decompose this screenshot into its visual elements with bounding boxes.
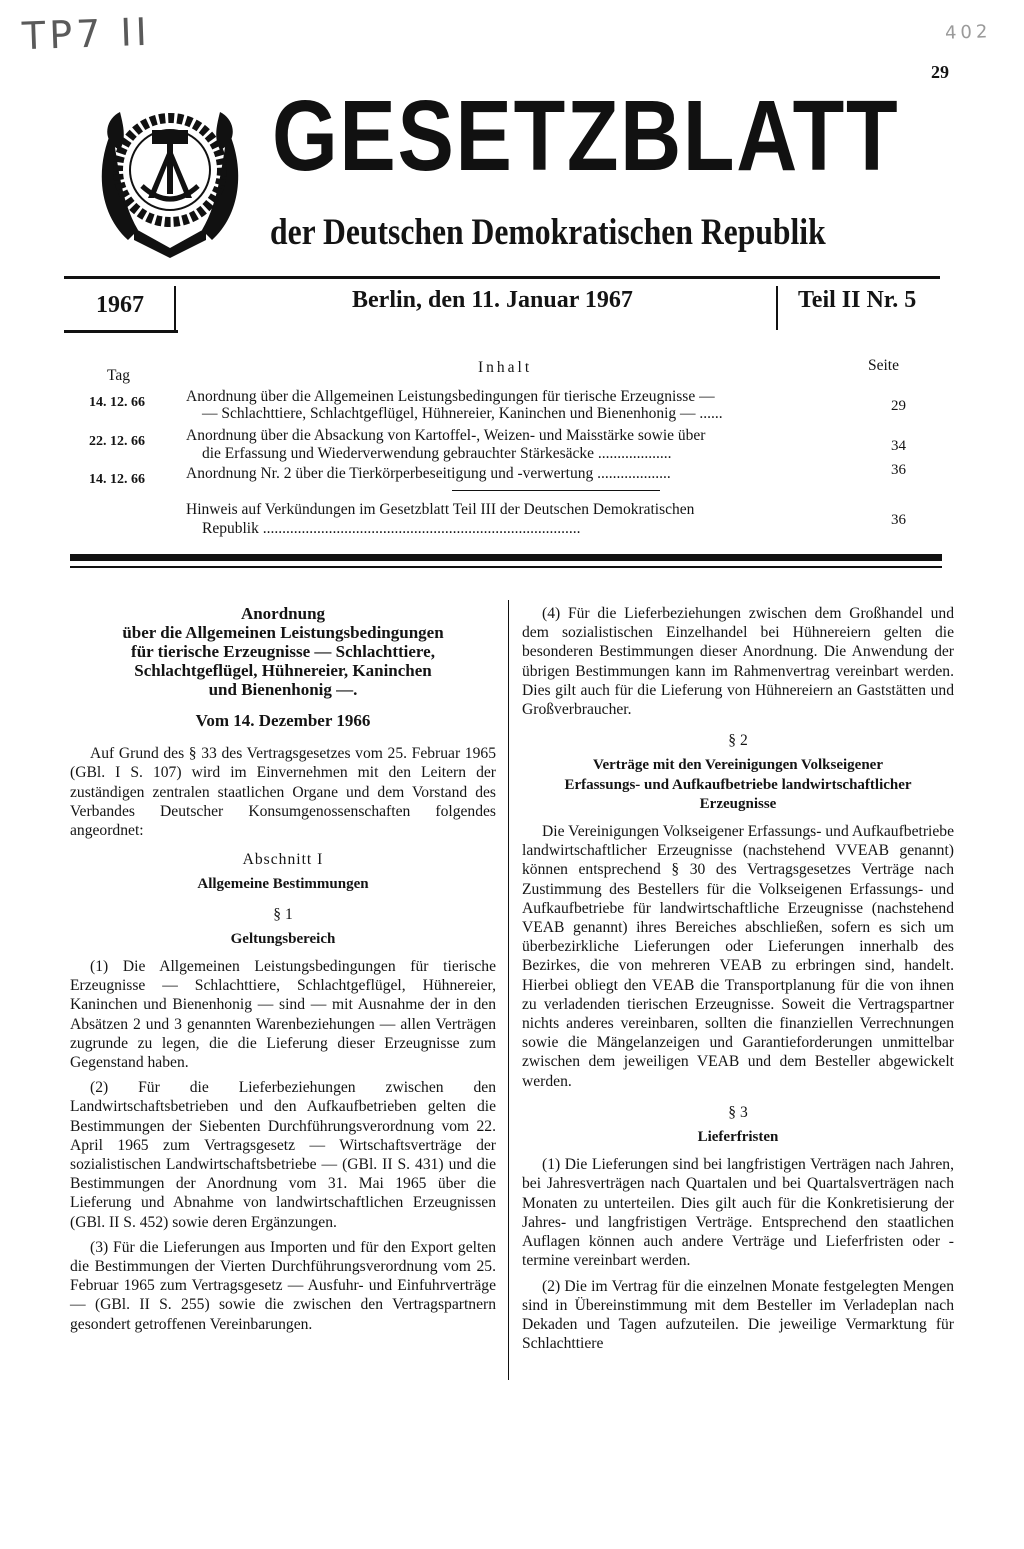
article-column-left (70, 604, 496, 1340)
issue-place-date: Berlin, den 11. Januar 1967 (352, 287, 633, 313)
paragraph-title: Geltungsbereich (230, 930, 336, 947)
handwritten-corner-note: 402 (944, 21, 992, 44)
paragraph-number: § 2 (728, 732, 748, 750)
toc-separator (452, 490, 660, 491)
paragraph-text: (1) Die Lieferungen sind bei langfristigen Verträgen nach Jahren, bei Jahresverträgen nach Quartalen und bei Quartalsverträgen nach Monaten zu unterteilen. Dies gilt auch für die Konkretisierung der Jahres- und langfristigen Verträge. Entsprechend den staatlichen Auflagen können auch andere Verträge und Lieferfristen oder -termine vereinbart werden. (522, 1156, 954, 1270)
paragraph-number: § 1 (273, 905, 293, 923)
toc-note-page: 36 (891, 512, 906, 528)
issue-bar-bottom-rule (64, 330, 178, 333)
paragraph-text: (1) Die Allgemeinen Leistungsbedingungen für tierische Erzeugnisse — Schlachttiere, Schlachtgeflügel, Hühnereier, Kaninchen und Bienenhonig — sind — mit Ausnahme der in den Absätzen 2 und 3 genannten Warenbeziehungen — allen Verträgen zugrunde zu legen, die die Lieferung dieser Erzeugnisse zum Gegenstand haben. (70, 958, 496, 1072)
masthead-subtitle: der Deutschen Demokratischen Republik (270, 212, 826, 253)
toc-entry-date: 22. 12. 66 (89, 434, 145, 449)
page-number: 29 (931, 62, 949, 82)
article-preamble: Auf Grund des § 33 des Vertragsgesetzes vom 25. Februar 1965 (GBl. I S. 107) wird im Einvernehmen mit den Leitern der zuständigen zentralen staatlichen Organe und dem Vorstand des Verbandes Deutscher Konsumgenossenschaften folgendes angeordnet: (70, 745, 496, 840)
masthead-title: GESETZBLATT (272, 80, 900, 192)
issue-number: Teil II Nr. 5 (798, 287, 917, 313)
toc-column-tag: Tag (107, 367, 131, 384)
toc-entry-date: 14. 12. 66 (89, 395, 145, 410)
issue-divider-left (174, 286, 176, 330)
article-column-right (522, 604, 954, 1359)
toc-note-line: Hinweis auf Verkündungen im Gesetzblatt Teil III der Deutschen Demokratischen (186, 501, 695, 518)
toc-entry-page: 36 (891, 462, 906, 478)
toc-title: Inhalt (478, 359, 533, 376)
toc-entry-line: Anordnung über die Absackung von Kartoffel-, Weizen- und Maisstärke sowie über (186, 427, 706, 444)
toc-entry-line: Anordnung über die Allgemeinen Leistungsbedingungen für tierische Erzeugnisse — (186, 388, 715, 405)
section-title: Allgemeine Bestimmungen (197, 876, 369, 893)
toc-entry-line: die Erfassung und Wiederverwendung gebrauchter Stärkesäcke ................... (202, 445, 672, 462)
paragraph-text: Die Vereinigungen Volkseigener Erfassungs- und Aufkaufbetriebe landwirtschaftlicher Erzeugnisse (nachstehend VVEAB genannt) können entsprechend § 30 des Vertragsgesetzes Verträge nach Zustimmung des Bestellers für die Volkseigenen Erfassungs- und Aufkaufbetriebe für landwirtschaftliche Erzeugnisse (nachstehend VEAB genannt) ihres Bereiches abschließen, sofern es sich um überbezirkliche Lieferungen oder Lieferungen innerhalb des Bezirkes, die von mehreren VEAB zu erbringen sind, handelt. Hierbei obliegt den VEAB die Transportplanung für die von ihnen zu verladenden tierischen Erzeugnisse. Soweit die Vertragspartner nichts anderes vereinbaren, sollten die finanziellen Verrechnungen sowie die Mängelanzeigen und Garantieforderungen unmittelbar zwischen dem jeweiligen VEAB und dem Besteller abgewickelt werden. (522, 823, 954, 1090)
paragraph-number: § 3 (728, 1103, 748, 1121)
toc-entry-page: 34 (891, 438, 906, 454)
paragraph-text: (2) Für die Lieferbeziehungen zwischen den Landwirtschaftsbetrieben und den Aufkaufbetrieben gelten die Bestimmungen der Siebenten Durchführungsverordnung vom 22. April 1965 zum Vertragsgesetz — Wirtschaftsverträge der sozialistischen Landwirtschaftsbetriebe — (GBl. II S. 431) und die Bestimmungen der Anordnung vom 31. Mai 1965 über die Lieferung und Abnahme von landwirtschaftlichen Erzeugnissen (GBl. II S. 452) sowie deren Ergänzungen. (70, 1079, 496, 1231)
paragraph-title: Lieferfristen (697, 1129, 779, 1146)
issue-year: 1967 (96, 292, 144, 318)
paragraph-text: (2) Die im Vertrag für die einzelnen Monate festgelegten Mengen sind in Übereinstimmung mit dem Besteller im Verladeplan nach Dekaden und Tagen aufzuteilen. Die jeweilige Vermarktung für Schlachttiere (522, 1277, 954, 1353)
toc-column-seite: Seite (868, 357, 899, 374)
toc-note-line: Republik .................................................................................. (202, 520, 581, 537)
toc-bottom-rule-thin (70, 566, 942, 568)
state-emblem-icon (90, 90, 250, 260)
issue-bar-top-rule (64, 276, 940, 279)
handwritten-mark: TP7 II (21, 9, 152, 59)
article-title: Anordnung über die Allgemeinen Leistungsbedingungen für tierische Erzeugnisse — Schlachttiere, Schlachtgeflügel, Hühnereier, Kaninchen und Bienenhonig —. (122, 604, 444, 699)
toc-entry-line: — Schlachttiere, Schlachtgeflügel, Hühnereier, Kaninchen und Bienenhonig — ...... (202, 405, 723, 422)
toc-bottom-rule-thick (70, 554, 942, 561)
toc-entry-date: 14. 12. 66 (89, 472, 145, 487)
column-divider (508, 600, 509, 1380)
paragraph-text: (4) Für die Lieferbeziehungen zwischen dem Großhandel und dem sozialistischen Einzelhandel bei Hühnereiern gelten die besonderen Bestimmungen dieser Anordnung. Die Anwendung der übrigen Bestimmungen kann im Rahmenvertrag vereinbart werden. Dies gilt auch für die Lieferung von Hühnereiern an Gaststätten und Großverbraucher. (522, 605, 954, 719)
article-date: Vom 14. Dezember 1966 (195, 711, 371, 730)
toc-entry-line: Anordnung Nr. 2 über die Tierkörperbeseitigung und -verwertung ................... (186, 465, 671, 482)
paragraph-title: Verträge mit den Vereinigungen Volkseigener Erfassungs- und Aufkaufbetriebe landwirtschaftlicher Erzeugnisse (564, 757, 912, 812)
toc-entry-page: 29 (891, 398, 906, 414)
issue-divider-right (776, 286, 778, 330)
section-heading: Abschnitt I (242, 851, 324, 869)
paragraph-text: (3) Für die Lieferungen aus Importen und für den Export gelten die Bestimmungen der Vierten Durchführungsverordnung vom 25. Februar 1965 zum Vertragsgesetz — Ausfuhr- und Einfuhrverträge — (GBl. II S. 255) sowie die zwischen den Vertragspartnern gesondert getroffenen Vereinbarungen. (70, 1238, 496, 1333)
